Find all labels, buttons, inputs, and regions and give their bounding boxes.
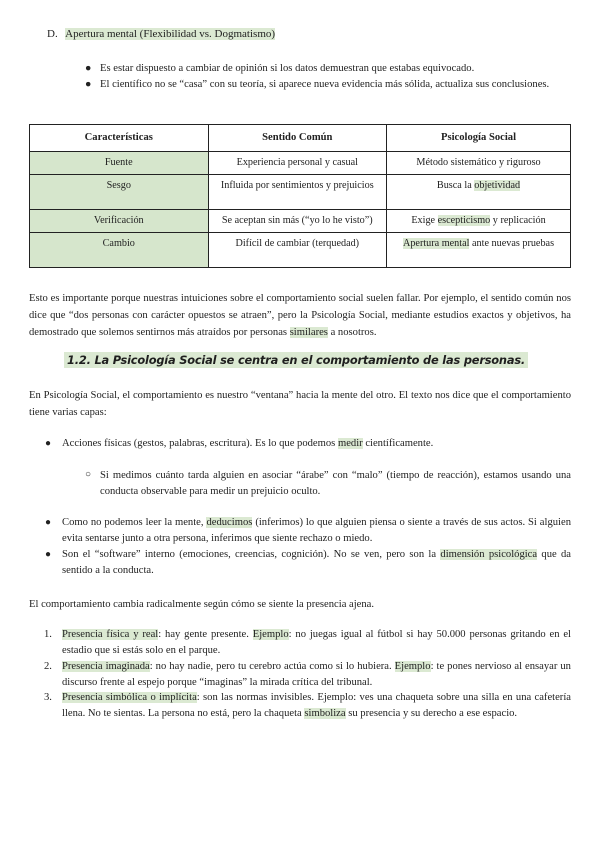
table-header: Sentido Común [208,125,387,152]
list-item [44,690,571,722]
table-cell [387,233,571,268]
list-item [45,436,571,452]
list-item [85,61,570,77]
section-d-heading: Apertura mental (Flexibilidad vs. Dogmatismo) [65,28,276,40]
table-cell: Experiencia personal y casual [208,152,387,175]
table-row [30,175,571,210]
highlighted-term: similares [289,327,328,338]
bullet-text: Es estar dispuesto a cambiar de opinión si los datos demuestran que estabas equivocado. [100,63,475,74]
list-item [44,659,571,691]
list-text: : son las normas invisibles. Ejemplo: ves una chaqueta sobre una silla en una cafetería llena. No te sientas. La persona no está, pero la chaqueta [62,692,571,719]
list-text: : no juegas igual al fútbol si hay 50.000 personas gritando en el estadio que si estás solo en el parque. [62,629,571,656]
table-cell: Cambio [30,233,209,268]
table-cell: Fuente [30,152,209,175]
list-text: (inferimos) lo que alguien piensa o siente a través de sus actos. Si alguien evita sentarse junto a otra persona, inferimos que siente rechazo o miedo. [62,517,571,544]
table-header: Características [30,125,209,152]
section-letter: D. [47,28,58,40]
table-header-row [30,125,571,152]
list-text: Acciones físicas (gestos, palabras, escritura). Es lo que podemos [62,438,338,449]
highlighted-term: escepticismo [437,215,491,226]
table-row [30,233,571,268]
paragraph-window: En Psicología Social, el comportamiento es nuestro “ventana” hacia la mente del otro. El texto nos dice que el comportamiento tiene varias capas: [29,390,571,418]
table-cell [387,175,571,210]
highlighted-term: Presencia imaginada [62,661,150,672]
cell-text: Exige escepticismo y replicación [411,215,546,226]
list-number: 2. [44,661,52,672]
cell-text: Apertura mental ante nuevas pruebas [402,238,555,249]
bullet-icon: ● [85,79,92,90]
highlighted-term: Presencia física y real [62,629,159,640]
highlighted-term: Apertura mental [402,238,470,249]
circle-bullet-icon: ○ [85,469,92,480]
bullet-icon: ● [45,517,52,528]
bullet-icon: ● [45,549,52,560]
highlighted-term: simboliza [304,708,346,719]
list-text: : hay gente presente. [158,629,253,640]
highlighted-term: objetividad [474,180,521,191]
list-text: que da sentido a la conducta. [62,549,572,576]
highlighted-term: Ejemplo [394,661,431,672]
list-text: : te pones nervioso al ensayar un discurso frente al espejo porque “imaginas” la mirada crítica del tribunal. [62,661,571,688]
section-d-title [47,28,275,40]
table-cell: Difícil de cambiar (terquedad) [208,233,387,268]
list-text: : no hay nadie, pero tu cerebro actúa como si lo hubiera. [149,661,395,672]
list-text: científicamente. [362,438,434,449]
list-text: Como no podemos leer la mente, [62,517,207,528]
highlighted-term: medir [337,438,363,449]
bullet-icon: ● [45,438,52,449]
table-cell: Se aceptan sin más (“yo lo he visto”) [208,210,387,233]
paragraph-intuitions [29,290,571,341]
list-item [45,547,572,579]
bullet-text: El científico no se “casa” con su teoría, si aparece nueva evidencia más sólida, actualiza sus conclusiones. [100,79,550,90]
table-cell: Influida por sentimientos y prejuicios [208,175,387,210]
bullet-icon: ● [85,63,92,74]
table-row [30,152,571,175]
list-text: su presencia y su derecho a ese espacio. [345,708,518,719]
paragraph-presence: El comportamiento cambia radicalmente según cómo se siente la presencia ajena. [29,599,375,610]
highlighted-term: dimensión psicológica [440,549,538,560]
section-heading: 1.2. La Psicología Social se centra en el comportamiento de las personas. [64,352,528,368]
list-text: Son el “software” interno (emociones, creencias, cognición). No se ven, pero son la [62,549,441,560]
cell-text: Busca la objetividad [436,180,521,191]
paragraph-text: a nosotros. [327,327,377,338]
list-item [85,468,571,500]
list-item [44,627,571,659]
comparison-table [29,124,571,268]
list-text: Si medimos cuánto tarda alguien en asociar “árabe” con “malo” (tiempo de reacción), estamos usando una conducta observable para medir un prejuicio oculto. [100,470,571,497]
highlighted-term: deducimos [206,517,253,528]
highlighted-term: Ejemplo [252,629,289,640]
table-cell: Método sistemático y riguroso [387,152,571,175]
table-header: Psicología Social [387,125,571,152]
list-item [45,515,571,547]
highlighted-term: Presencia simbólica o implícita [62,692,197,703]
table-cell: Sesgo [30,175,209,210]
list-number: 3. [44,692,52,703]
list-number: 1. [44,629,52,640]
table-row [30,210,571,233]
paragraph-text: Esto es importante porque nuestras intuiciones sobre el comportamiento social suelen fallar. Por ejemplo, el sentido común nos dice que “dos personas con carácter opuestos se atraen”, pero la Psicología Social, mediante estudios exactos y objetivos, ha demostrado que solemos sentirnos más atraídos por personas [29,293,571,338]
list-item [85,77,570,93]
table-cell [387,210,571,233]
table-cell: Verificación [30,210,209,233]
